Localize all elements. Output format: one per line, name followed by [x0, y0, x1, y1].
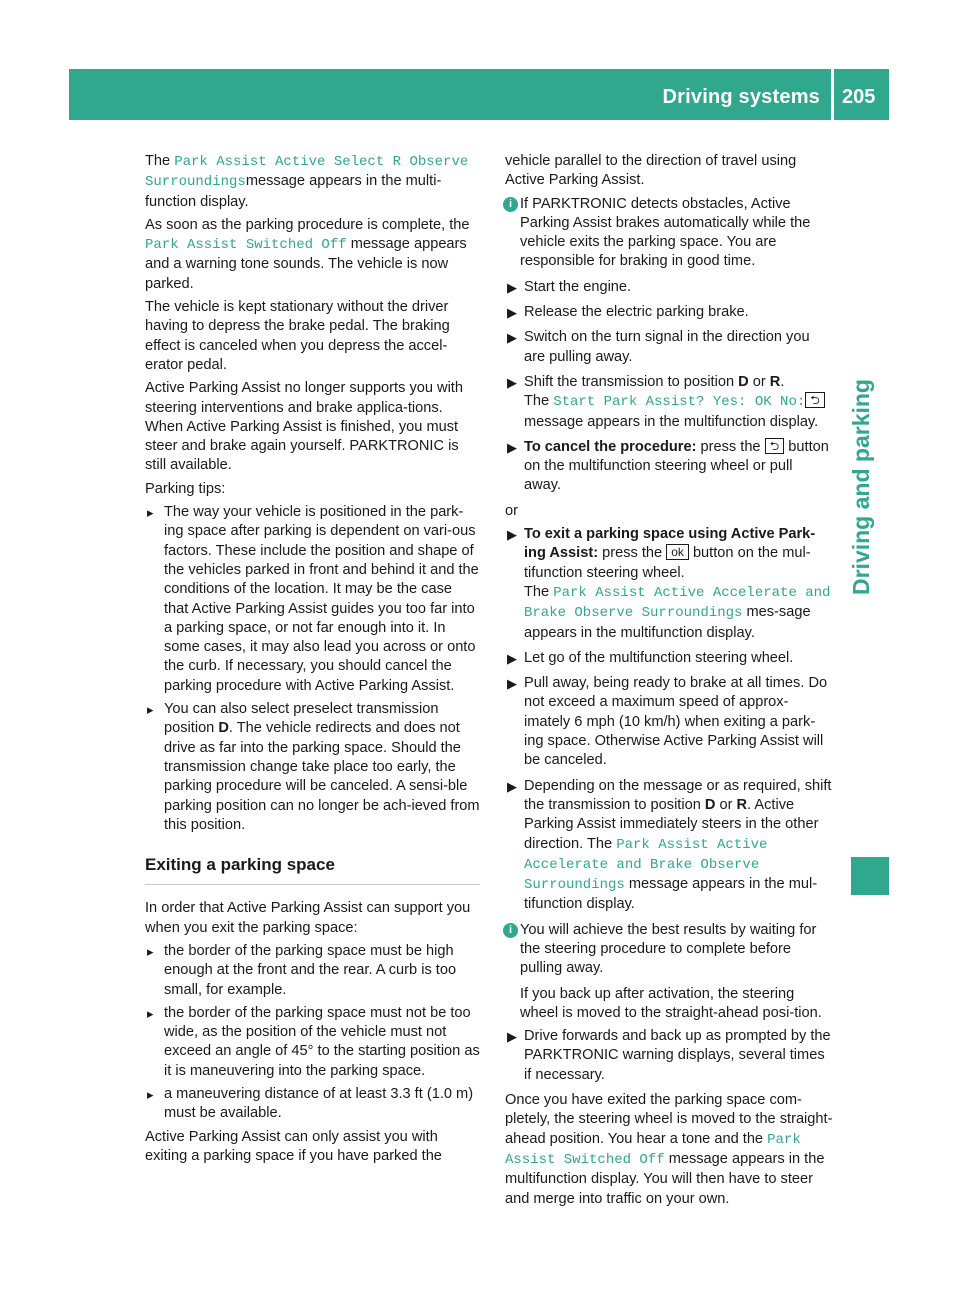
instruction-step: ▶ Start the engine.	[505, 278, 833, 297]
ok-button-icon: ok	[666, 544, 689, 560]
display-message: Start Park Assist? Yes: OK No:	[553, 394, 806, 411]
arrow-step-icon: ▶	[507, 527, 517, 543]
display-message: Park Assist Active Accelerate and Brake Observe Surroundings	[524, 836, 768, 894]
instruction-step: ▶ Depending on the message or as required, shift the transmission to position D or R. Active Parking Assist immediately steers in the other direction. The Park Assist Active Accelerate and Brake Observe Surroundings message appears in the mul-tifunction display.	[507, 777, 832, 913]
paragraph: If you back up after activation, the steering wheel is moved to the straight-ahead posi-tion.	[520, 985, 822, 1021]
list-item: ▸ the border of the parking space must not be too wide, as the position of the vehicle must not exceed an angle of 45° to the starting position as it is maneuvering into the parking space.	[147, 1004, 480, 1079]
back-button-icon: ⮌	[805, 392, 825, 408]
instruction-step: ▶ To exit a parking space using Active Park-ing Assist: press the ok button on the mul-tifunction steering wheel. The Park Assist Active Accelerate and Brake Observe Surroundings mes-sage appears in the multifunction display.	[507, 526, 831, 641]
instruction-step: ▶ To cancel the procedure: press the ⮌ button on the multifunction steering wheel or pull away.	[507, 438, 829, 494]
info-icon: i	[503, 197, 518, 212]
paragraph: Active Parking Assist no longer supports you with steering interventions and brake applica-tions. When Active Parking Assist is finished, you must steer and brake again yourself. PARKTRONIC is still available.	[145, 380, 463, 474]
info-icon: i	[503, 923, 518, 938]
bullet-icon: ▸	[147, 943, 154, 959]
instruction-step: ▶ Pull away, being ready to brake at all times. Do not exceed a maximum speed of approx-imately 6 mph (10 km/h) when exiting a park-ing space. Otherwise Active Parking Assist will be canceled.	[507, 675, 828, 769]
paragraph: The Park Assist Active Select R Observe Surroundingsmessage appears in the multi-function display.	[145, 153, 469, 210]
page-number: 205	[842, 86, 876, 108]
arrow-step-icon: ▶	[507, 676, 517, 692]
arrow-step-icon: ▶	[507, 439, 517, 455]
paragraph: or	[505, 502, 518, 519]
bullet-icon: ▸	[147, 1087, 154, 1103]
instruction-step: ▶ Let go of the multifunction steering wheel.	[505, 649, 833, 668]
paragraph: In order that Active Parking Assist can support you when you exit the parking space:	[145, 900, 471, 936]
back-button-icon: ⮌	[765, 438, 785, 454]
bullet-icon: ▸	[147, 1005, 154, 1021]
list-item: ▸ the border of the parking space must be high enough at the front and the rear. A curb is too small, for example.	[147, 942, 457, 998]
paragraph: Active Parking Assist can only assist you with exiting a parking space if you have parked the	[145, 1128, 442, 1164]
arrow-step-icon: ▶	[507, 305, 517, 321]
arrow-step-icon: ▶	[507, 1029, 517, 1045]
arrow-step-icon: ▶	[507, 279, 517, 295]
instruction-step: ▶ Shift the transmission to position D or R. The Start Park Assist? Yes: OK No: ⮌ message appears in the multifunction display.	[505, 373, 833, 432]
bullet-icon: ▸	[147, 702, 154, 718]
left-column	[145, 152, 480, 1170]
display-message: Park Assist Switched Off	[505, 1131, 801, 1168]
arrow-step-icon: ▶	[507, 374, 517, 390]
list-item: ▸ a maneuvering distance of at least 3.3 ft (1.0 m) must be available.	[147, 1086, 474, 1122]
info-note: i If PARKTRONIC detects obstacles, Active Parking Assist brakes automatically while the vehicle exits the parking space. You are responsible for braking in good time.	[505, 195, 833, 272]
paragraph: vehicle parallel to the direction of travel using Active Parking Assist.	[505, 153, 797, 189]
arrow-step-icon: ▶	[507, 778, 517, 794]
page-section-title: Driving systems	[662, 86, 820, 108]
display-message: Park Assist Active Select R Observe Surroundings	[145, 154, 469, 191]
instruction-step: ▶ Release the electric parking brake.	[505, 303, 833, 322]
section-heading: Exiting a parking space	[145, 855, 480, 885]
header-separator	[831, 69, 834, 120]
paragraph: Parking tips:	[145, 480, 226, 497]
instruction-step: ▶ Drive forwards and back up as prompted by the PARKTRONIC warning displays, several times if necessary.	[507, 1028, 831, 1083]
paragraph: The vehicle is kept stationary without the driver having to depress the brake pedal. The braking effect is canceled when you depress the accel-erator pedal.	[145, 299, 450, 373]
arrow-step-icon: ▶	[507, 330, 517, 346]
info-note: i You will achieve the best results by waiting for the steering procedure to complete before pulling away.	[505, 921, 833, 979]
display-message: Park Assist Active Accelerate and Brake Observe Surroundings	[524, 584, 831, 622]
right-column	[505, 152, 833, 1213]
paragraph: Once you have exited the parking space com-pletely, the steering wheel is moved to the straight-ahead position. You hear a tone and the Park Assist Switched Off message appears in the multifunction display. You will then have to steer and merge into traffic on your own.	[505, 1092, 833, 1207]
chapter-marker-block	[851, 857, 889, 895]
paragraph: As soon as the parking procedure is complete, the Park Assist Switched Off message appears and a warning tone sounds. The vehicle is now parked.	[145, 216, 470, 292]
list-item: ▸ The way your vehicle is positioned in the park-ing space after parking is dependent on vari-ous factors. These include the position and shape of the vehicles parked in front and behind it and the conditions of the location. It may be the case that Active Parking Assist guides you too far into a parking space, or not far enough into it. In some cases, it may also lead you across or onto the curb. If necessary, you should cancel the parking procedure with Active Parking Assist.	[147, 504, 479, 694]
display-message: Park Assist Switched Off	[145, 237, 347, 254]
bullet-icon: ▸	[147, 505, 154, 521]
chapter-side-label: Driving and parking	[848, 379, 874, 595]
instruction-step: ▶ Switch on the turn signal in the direction you are pulling away.	[507, 329, 810, 365]
arrow-step-icon: ▶	[507, 650, 517, 666]
list-item: ▸ You can also select preselect transmission position D. The vehicle redirects and does not drive as far into the parking space. Should the transmission change take place too early, the parking procedure will be canceled. A sensi-ble parking position can no longer be ach-ieved from this position.	[147, 701, 480, 833]
